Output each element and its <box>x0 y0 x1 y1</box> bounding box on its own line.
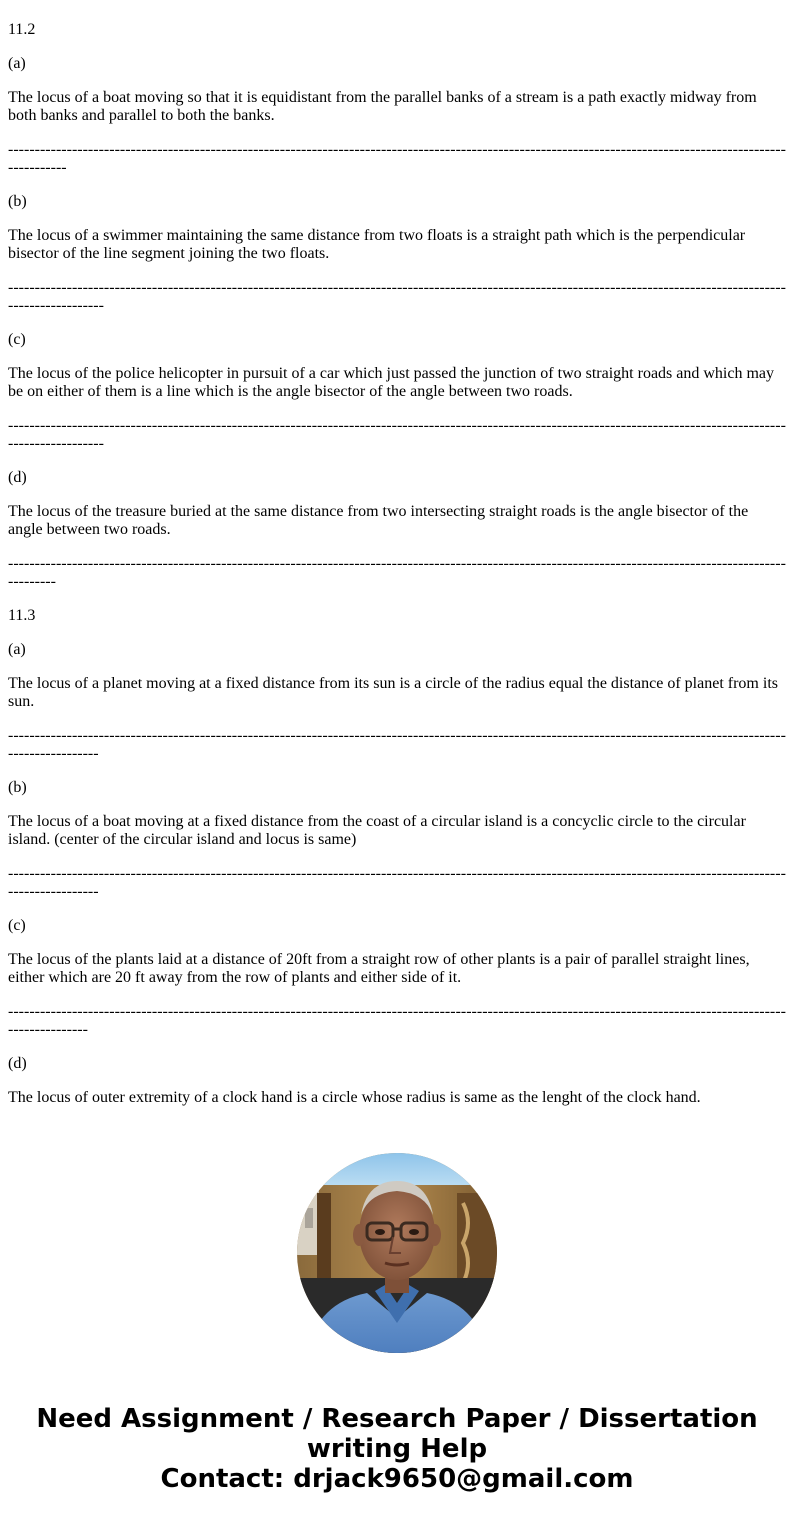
author-avatar <box>297 1153 497 1353</box>
part-label: (b) <box>8 193 27 210</box>
divider-line: -------------------------------------------------------------------------------------------------------------------------------------------------------------------- <box>8 417 786 452</box>
answer-document <box>8 21 786 1123</box>
part-label: (d) <box>8 469 27 486</box>
promo-line: writing Help <box>306 1434 488 1464</box>
part-answer: The locus of the treasure buried at the same distance from two intersecting straight roads is the angle bisector of the angle between two roads. <box>8 503 749 538</box>
part-answer: The locus of a boat moving so that it is equidistant from the parallel banks of a stream is a path exactly midway from both banks and parallel to both the banks. <box>8 89 757 124</box>
part-label: (d) <box>8 1055 27 1072</box>
divider-line: -------------------------------------------------------------------------------------------------------------------------------------------------------------------- <box>8 279 786 314</box>
divider-line: ------------------------------------------------------------------------------------------------------------------------------------------------------------- <box>8 141 786 176</box>
part-answer: The locus of the plants laid at a distance of 20ft from a straight row of other plants is a pair of parallel straight lines, either which are 20 ft away from the row of plants and either side of it. <box>8 951 750 986</box>
divider-line: ----------------------------------------------------------------------------------------------------------------------------------------------------------- <box>8 555 786 590</box>
section-number: 11.3 <box>8 607 36 624</box>
divider-line: ------------------------------------------------------------------------------------------------------------------------------------------------------------------- <box>8 865 786 900</box>
part-label: (a) <box>8 641 26 658</box>
part-answer: The locus of a boat moving at a fixed distance from the coast of a circular island is a concyclic circle to the circular island. (center of the circular island and locus is same) <box>8 813 746 848</box>
promo-line: Need Assignment / Research Paper / Dissertation <box>36 1404 758 1434</box>
part-answer: The locus of a planet moving at a fixed distance from its sun is a circle of the radius equal the distance of planet from its sun. <box>8 675 778 710</box>
part-label: (a) <box>8 55 26 72</box>
part-answer: The locus of outer extremity of a clock hand is a circle whose radius is same as the lenght of the clock hand. <box>8 1089 701 1106</box>
part-answer: The locus of a swimmer maintaining the same distance from two floats is a straight path which is the perpendicular bisector of the line segment joining the two floats. <box>8 227 746 262</box>
part-answer: The locus of the police helicopter in pursuit of a car which just passed the junction of two straight roads and which may be on either of them is a line which is the angle bisector of the angle between two roads. <box>8 365 775 400</box>
part-label: (c) <box>8 331 26 348</box>
promo-contact: Contact: drjack9650@gmail.com <box>160 1464 634 1494</box>
part-label: (b) <box>8 779 27 796</box>
part-label: (c) <box>8 917 26 934</box>
section-number: 11.2 <box>8 21 36 38</box>
portrait-image <box>297 1153 497 1353</box>
divider-line: ------------------------------------------------------------------------------------------------------------------------------------------------------------------- <box>8 727 786 762</box>
promo-banner <box>0 1404 794 1494</box>
divider-line: ----------------------------------------------------------------------------------------------------------------------------------------------------------------- <box>8 1003 786 1038</box>
